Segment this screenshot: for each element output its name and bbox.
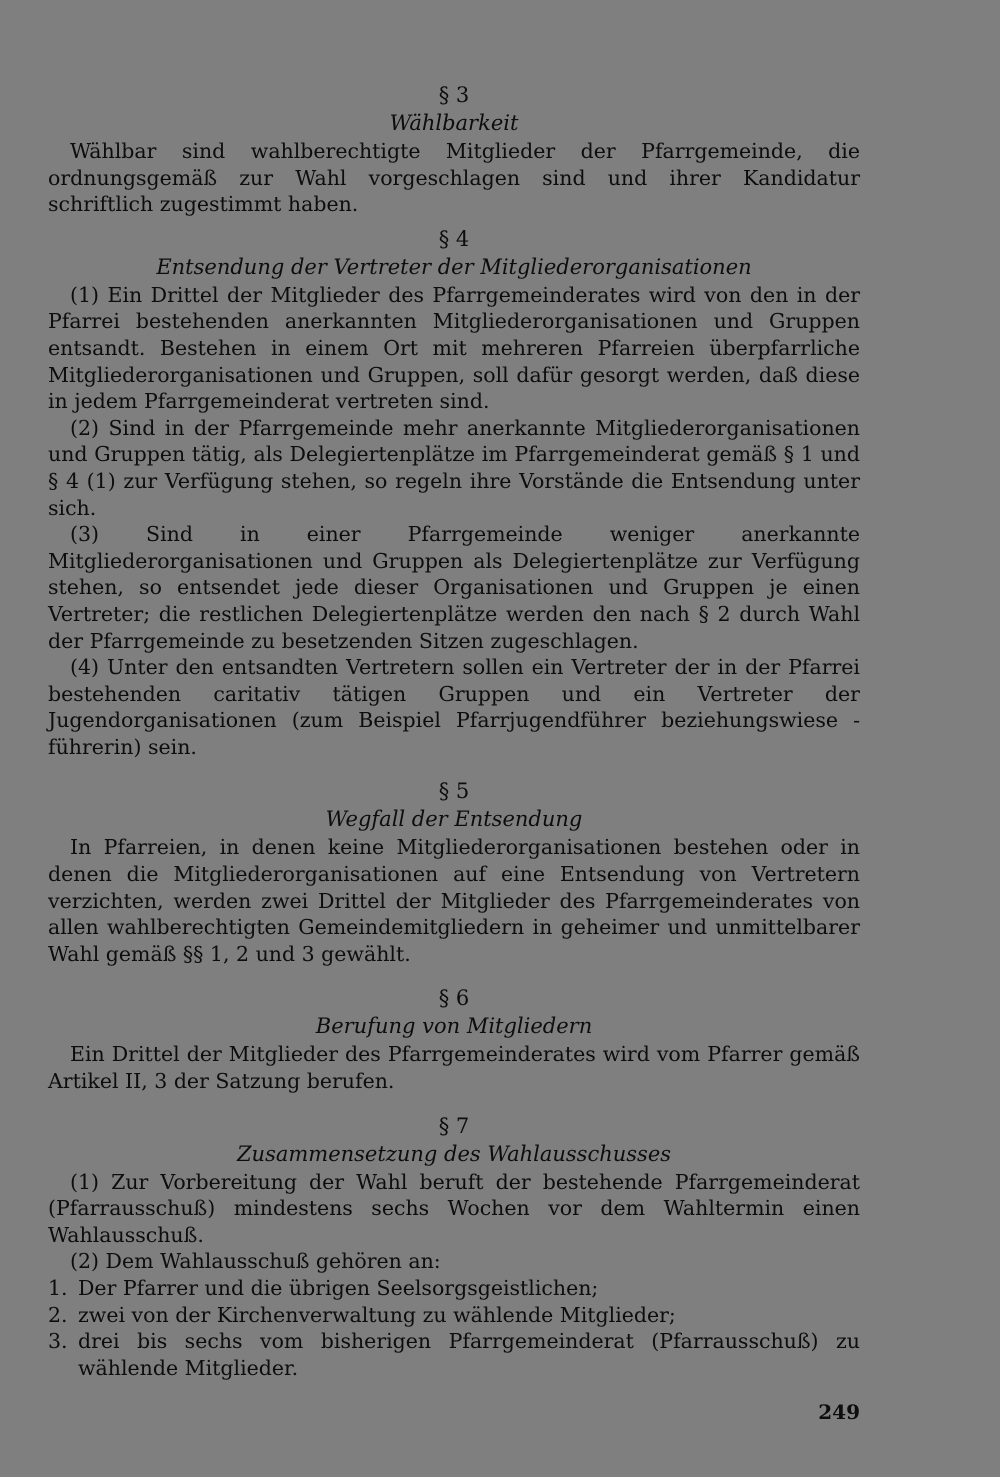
section-7 (48, 1113, 860, 1382)
paragraph: (3) Sind in einer Pfarrgemeinde weniger anerkannte Mitgliederorganisationen und Gruppen als Delegiertenplätze zur Verfügung stehen, so entsendet jede dieser Organisationen und Gruppen je einen Vertreter; die restlichen Delegiertenplätze werden den nach § 2 durch Wahl der Pfarrgemeinde zu besetzenden Sitzen zugeschlagen. (48, 522, 860, 653)
paragraph: Ein Drittel der Mitglieder des Pfarrgemeinderates wird vom Pfarrer gemäß Artikel II, 3 der Satzung berufen. (48, 1042, 860, 1094)
list-item-number: 3. (48, 1329, 68, 1354)
section-5 (48, 778, 860, 967)
paragraph: (1) Ein Drittel der Mitglieder des Pfarrgemeinderates wird von den in der Pfarrei bestehenden anerkannten Mitgliederorganisationen und Gruppen entsandt. Bestehen in einem Ort mit mehreren Pfarreien überpfarrliche Mitgliederorganisationen und Gruppen, soll dafür gesorgt werden, daß diese in jedem Pfarrgemeinderat vertreten sind. (48, 282, 860, 414)
section-title: Berufung von Mitgliedern (315, 1014, 593, 1039)
list-item-text: drei bis sechs vom bisherigen Pfarrgemeinderat (Pfarrausschuß) zu wählende Mitglieder. (78, 1329, 860, 1380)
section-title: Wegfall der Entsendung (325, 807, 583, 832)
paragraph: Wählbar sind wahlberechtigte Mitglieder der Pfarrgemeinde, die ordnungsgemäß zur Wahl vorgeschlagen sind und ihrer Kandidatur schriftlich zugestimmt haben. (48, 139, 860, 217)
list-item-text: zwei von der Kirchenverwaltung zu wählende Mitglieder; (78, 1302, 676, 1327)
section-number: § 7 (438, 1113, 470, 1138)
list-item (48, 1328, 860, 1381)
paragraph: (2) Dem Wahlausschuß gehören an: (70, 1249, 441, 1274)
paragraph: (2) Sind in der Pfarrgemeinde mehr anerkannte Mitgliederorganisationen und Gruppen tätig, als Delegiertenplätze im Pfarrgemeinderat gemäß § 1 und § 4 (1) zur Verfügung stehen, so regeln ihre Vorstände die Entsendung unter sich. (48, 415, 860, 520)
list-item-number: 2. (48, 1302, 68, 1327)
section-number: § 6 (438, 986, 470, 1011)
list-item (48, 1302, 860, 1329)
member-list (48, 1275, 860, 1381)
list-item-number: 1. (48, 1276, 68, 1300)
section-title: Entsendung der Vertreter der Mitgliederorganisationen (156, 254, 752, 279)
paragraph: (4) Unter den entsandten Vertretern sollen ein Vertreter der in der Pfarrei bestehenden caritativ tätigen Gruppen und ein Vertreter der Jugendorganisationen (zum Beispiel Pfarrjugendführer beziehungswiese -führerin) sein. (48, 655, 860, 759)
list-item-text: Der Pfarrer und die übrigen Seelsorgsgeistlichen; (78, 1276, 599, 1300)
paragraph: (1) Zur Vorbereitung der Wahl beruft der bestehende Pfarrgemeinderat (Pfarrausschuß) mindestens sechs Wochen vor dem Wahltermin einen Wahlausschuß. (48, 1169, 860, 1247)
section-number: § 4 (438, 226, 470, 251)
section-3 (48, 82, 860, 218)
paragraph: In Pfarreien, in denen keine Mitgliederorganisationen bestehen oder in denen die Mitgliederorganisationen auf eine Entsendung von Vertretern verzichten, werden zwei Drittel der Mitglieder des Pfarrgemeinderates von allen wahlberechtigten Gemeindemitgliedern in geheimer und unmittelbarer Wahl gemäß §§ 1, 2 und 3 gewählt. (48, 835, 860, 966)
section-title: Zusammensetzung des Wahlausschusses (236, 1141, 672, 1166)
section-4 (48, 226, 860, 761)
section-number: § 5 (438, 779, 470, 804)
section-6 (48, 985, 860, 1094)
section-number: § 3 (438, 83, 470, 107)
page-number: 249 (818, 1400, 860, 1424)
section-title: Wählbarkeit (389, 111, 519, 135)
list-item (48, 1275, 860, 1302)
